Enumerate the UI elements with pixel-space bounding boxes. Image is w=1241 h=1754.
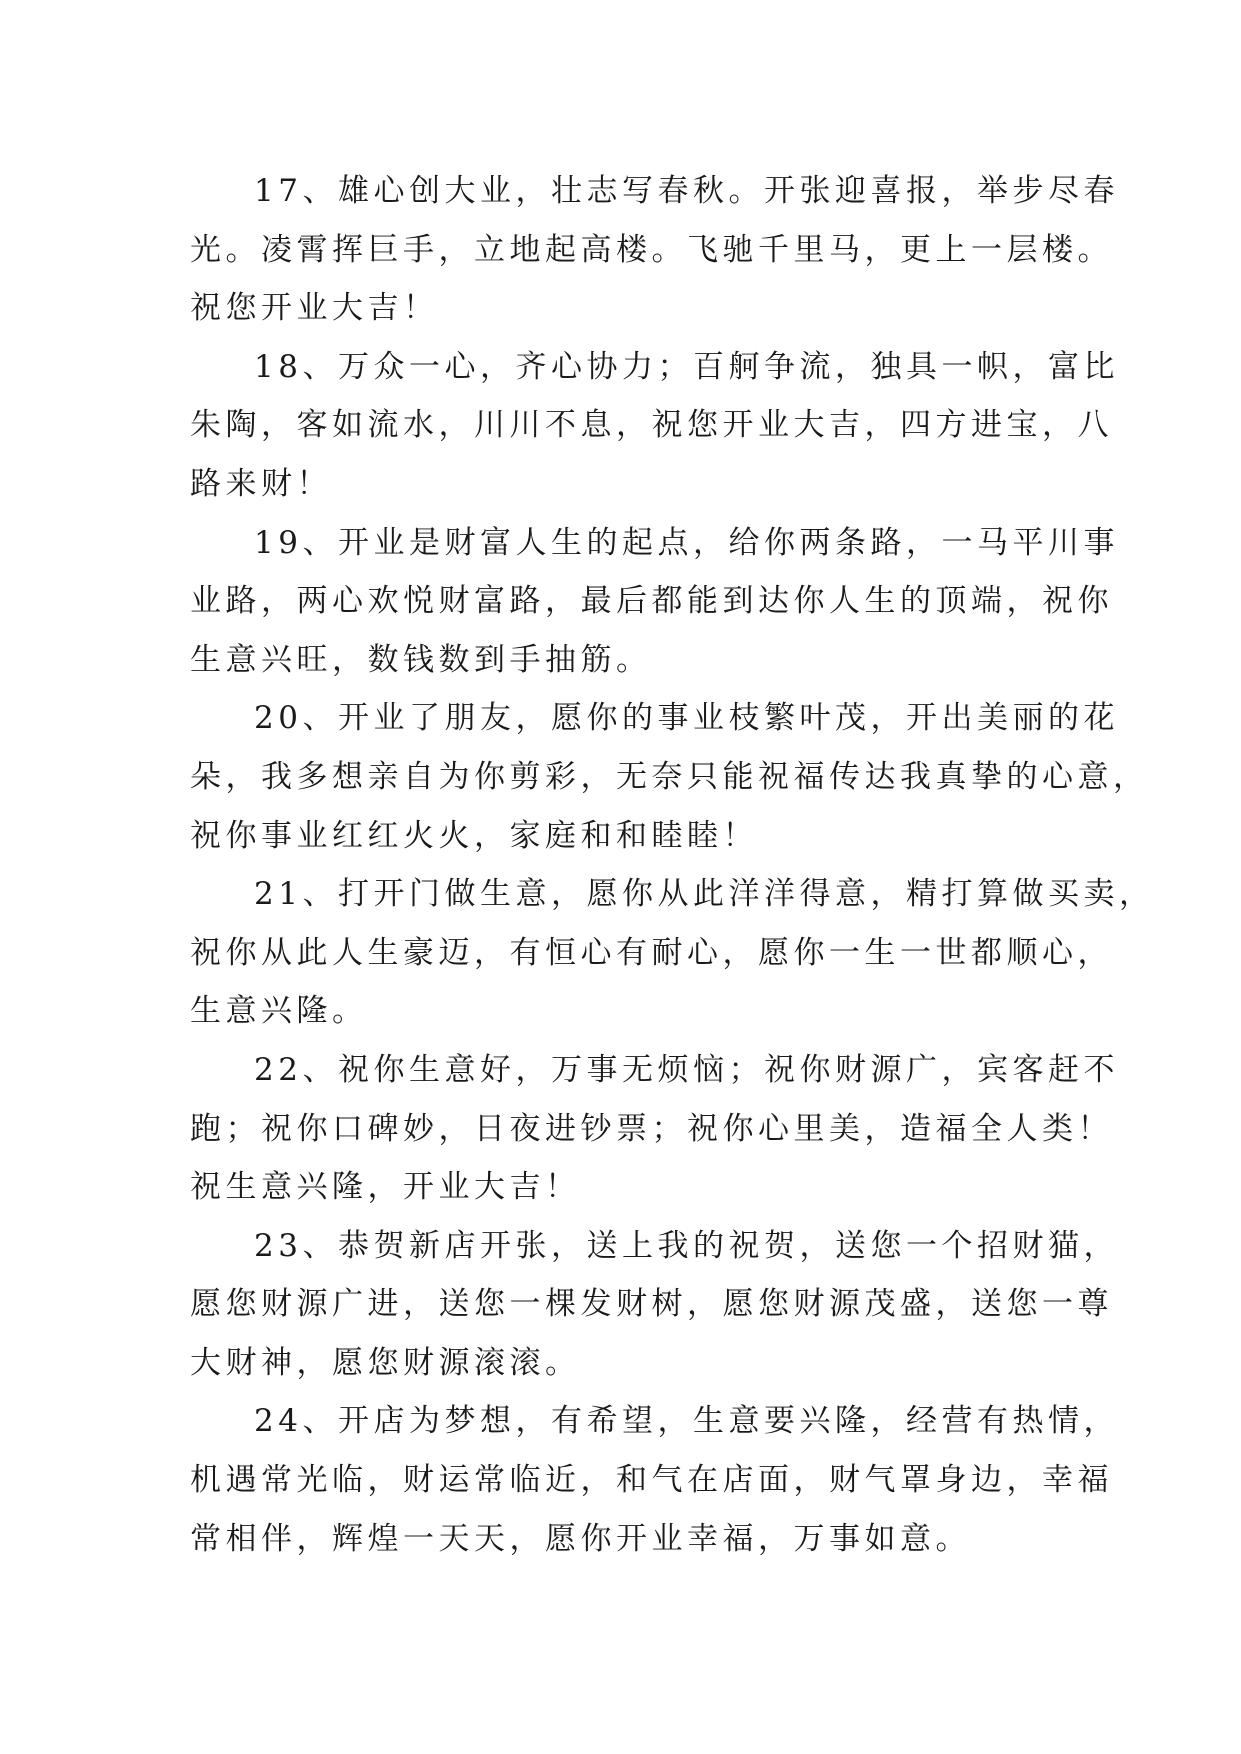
- paragraph-line: 22、祝你生意好，万事无烦恼；祝你财源广，宾客赶不: [254, 1051, 1119, 1088]
- paragraph-line: 20、开业了朋友，愿你的事业枝繁叶茂，开出美丽的花: [254, 700, 1119, 737]
- paragraph-21: [190, 865, 1155, 1041]
- paragraph-line: 机遇常光临，财运常临近，和气在店面，财气罩身边，幸福: [190, 1462, 1113, 1499]
- paragraph-line: 祝生意兴隆，开业大吉！: [190, 1169, 581, 1206]
- paragraph-line: 17、雄心创大业，壮志写春秋。开张迎喜报，举步尽春: [254, 173, 1119, 209]
- paragraph-line: 生意兴隆。: [190, 993, 368, 1030]
- paragraph-line: 祝您开业大吉！: [190, 290, 439, 327]
- paragraph-line: 24、开店为梦想，有希望，生意要兴隆，经营有热情，: [254, 1403, 1119, 1440]
- paragraph-line: 愿您财源广进，送您一棵发财树，愿您财源茂盛，送您一尊: [190, 1286, 1113, 1323]
- paragraph-line: 光。凌霄挥巨手，立地起高楼。飞驰千里马，更上一层楼。: [190, 231, 1113, 268]
- paragraph-line: 祝你从此人生豪迈，有恒心有耐心，愿你一生一世都顺心，: [190, 934, 1113, 971]
- paragraph-line: 路来财！: [190, 465, 332, 502]
- paragraph-line: 生意兴旺，数钱数到手抽筋。: [190, 641, 652, 678]
- paragraph-22: [190, 1041, 1119, 1217]
- paragraph-line: 23、恭贺新店开张，送上我的祝贺，送您一个招财猫，: [254, 1227, 1119, 1264]
- paragraph-line: 朵，我多想亲自为你剪彩，无奈只能祝福传达我真挚的心意，: [190, 758, 1149, 795]
- paragraph-line: 21、打开门做生意，愿你从此洋洋得意，精打算做买卖，: [254, 876, 1155, 913]
- paragraph-18: [190, 338, 1119, 514]
- paragraph-19: [190, 514, 1119, 690]
- paragraph-24: [190, 1392, 1119, 1568]
- document-body: [190, 162, 1155, 1568]
- paragraph-23: [190, 1217, 1119, 1393]
- paragraph-line: 18、万众一心，齐心协力；百舸争流，独具一帜，富比: [254, 348, 1119, 385]
- paragraph-line: 朱陶，客如流水，川川不息，祝您开业大吉，四方进宝，八: [190, 407, 1113, 444]
- paragraph-line: 常相伴，辉煌一天天，愿你开业幸福，万事如意。: [190, 1520, 971, 1557]
- paragraph-line: 大财神，愿您财源滚滚。: [190, 1344, 581, 1381]
- paragraph-line: 业路，两心欢悦财富路，最后都能到达你人生的顶端，祝你: [190, 583, 1113, 620]
- paragraph-20: [190, 689, 1149, 865]
- paragraph-line: 19、开业是财富人生的起点，给你两条路，一马平川事: [254, 524, 1119, 561]
- paragraph-line: 祝你事业红红火火，家庭和和睦睦！: [190, 817, 758, 854]
- paragraph-17: [190, 162, 1119, 338]
- paragraph-line: 跑；祝你口碑妙，日夜进钞票；祝你心里美，造福全人类！: [190, 1110, 1113, 1147]
